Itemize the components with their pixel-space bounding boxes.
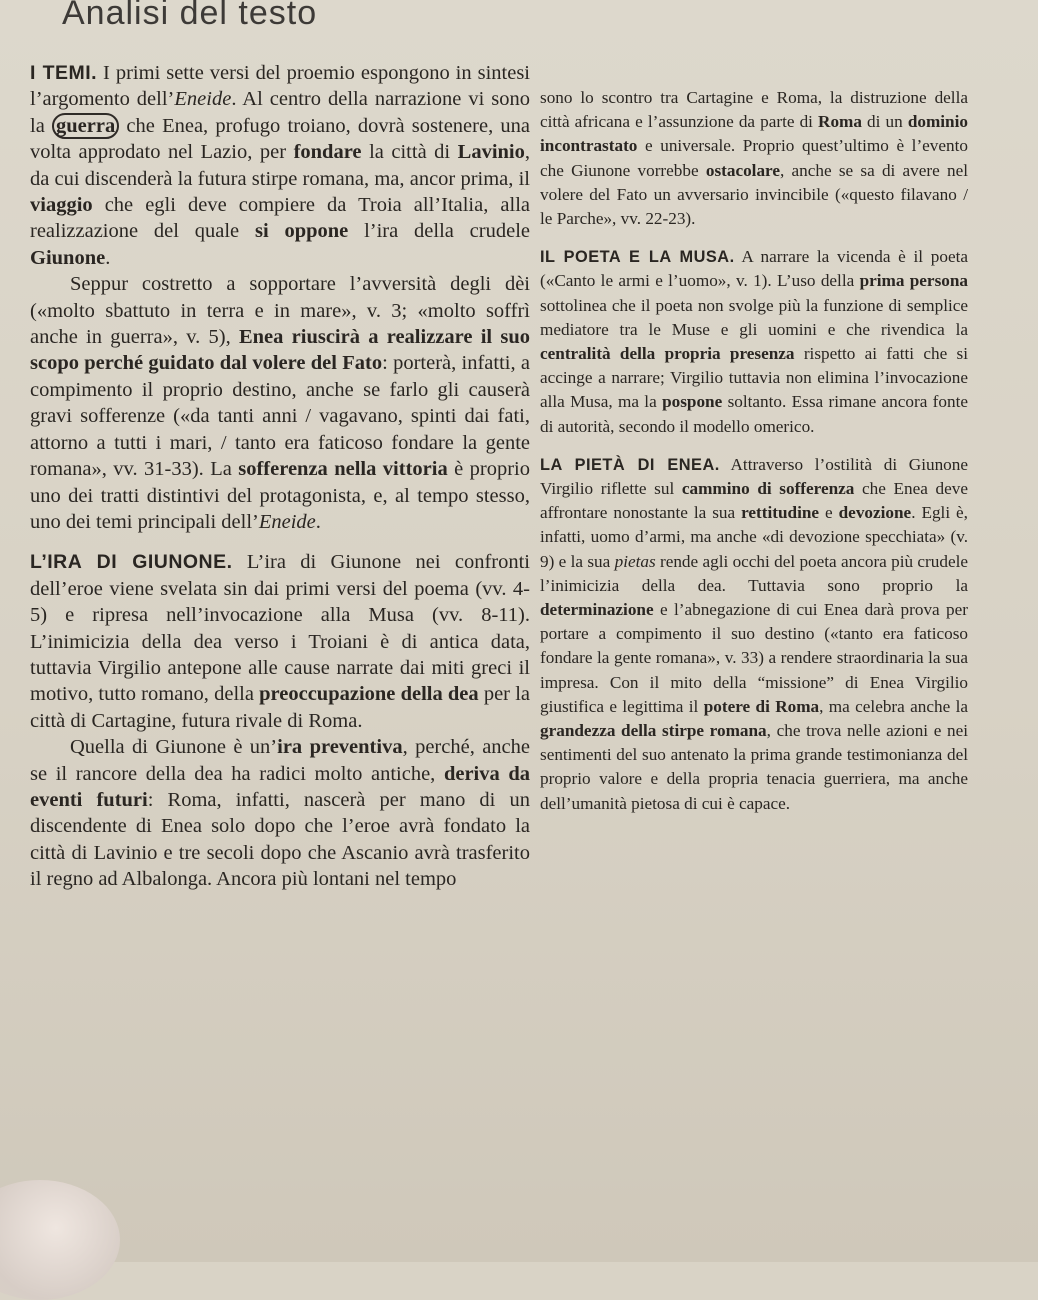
paragraph-continuation: sono lo scontro tra Cartagine e Roma, la distruzione della città africana e l’assunzione da parte di Roma di un dominio incontrastato e universale. Proprio quest’ultimo è l’evento che Giunone vorrebbe ostacolare, anche se sa di avere nel volere del Fato un avversario invincibile («questo filavano / le Parche», vv. 22-23).: [540, 88, 968, 229]
left-column: [30, 60, 530, 893]
circled-word: guerra: [52, 113, 119, 139]
paragraph-ira-2: Quella di Giunone è un’ira preventiva, perché, anche se il rancore della dea ha radici molto antiche, deriva da eventi futuri: Roma, infatti, nascerà per mano di un discendente di Enea solo dopo che l’eroe avrà fondato la città di Lavinio e tre secoli dopo che Ascanio avrà trasferito il regno ad Albalonga. Ancora più lontani nel tempo: [30, 736, 531, 891]
paragraph-poeta: IL POETA E LA MUSA. A narrare la vicenda è il poeta («Canto le armi e l’uomo», v. 1). L’uso della prima persona sottolinea che il poeta non svolge più la funzione di semplice mediatore tra le Muse e gli uomini e che rivendica la centralità della propria presenza rispetto ai fatti che si accinge a narrare; Virgilio tuttavia non elimina l’invocazione alla Musa, ma la pospone soltanto. Essa rimane ancora fonte di autorità, secondo il modello omerico.: [540, 247, 968, 436]
section-label-poeta: IL POETA E LA MUSA.: [540, 248, 735, 267]
section-label-temi: I TEMI.: [30, 62, 98, 84]
paragraph-ira: L’IRA DI GIUNONE. L’ira di Giunone nei confronti dell’eroe viene svelata sin dai primi versi del poema (vv. 4-5) e ripresa nell’invocazione alla Musa (vv. 8-11). L’inimicizia della dea verso i Troiani è di antica data, tuttavia Virgilio antepone alle cause narrate dai miti greci il motivo, tutto romano, della preoccupazione della dea per la città di Cartagine, futura rivale di Roma.: [30, 551, 530, 732]
paragraph-pieta: LA PIETÀ DI ENEA. Attraverso l’ostilità di Giunone Virgilio riflette sul cammino di sofferenza che Enea deve affrontare nonostante la sua rettitudine e devozione. Egli è, infatti, uomo d’armi, ma anche «di devozione specchiata» (v. 9) e la sua pietas rende agli occhi del poeta ancora più crudele l’inimicizia della dea. Tuttavia sono proprio la determinazione e l’abnegazione di cui Enea darà prova per portare a compimento il suo destino («tanto era faticoso fondare la gente romana», v. 33) a rendere straordinaria la sua impresa. Con il mito della “missione” di Enea Virgilio giustifica e legittima il potere di Roma, ma celebra anche la grandezza della stirpe romana, che trova nelle azioni e nei sentimenti del suo antenato la prima grande testimonianza del proprio valore e della propria tenacia guerriera, ma anche dell’umanità pietosa di cui è capace.: [540, 454, 969, 813]
section-label-pieta: LA PIETÀ DI ENEA.: [540, 455, 720, 474]
paragraph-temi: I TEMI. I primi sette versi del proemio espongono in sintesi l’argomento dell’Eneide. Al centro della narrazione vi sono la guerra che Enea, profugo troiano, dovrà sostenere, una volta approdato nel Lazio, per fondare la città di Lavinio, da cui discenderà la futura stirpe romana, ma, ancor prima, il viaggio che egli deve compiere da Troia all’Italia, alla realizzazione del quale si oppone l’ira della crudele Giunone.: [30, 62, 531, 269]
finger-shadow: [0, 1180, 120, 1300]
paragraph-temi-2: Seppur costretto a sopportare l’avversità degli dèi («molto sbattuto in terra e in mare», v. 3; «molto soffrì anche in guerra», v. 5), Enea riuscirà a realizzare il suo scopo perché guidato dal volere del Fato: porterà, infatti, a compimento il proprio destino, anche se farlo gli causerà gravi sofferenze («da tanti anni / vagavano, spinti dai fati, attorno a tutti i mari, / tanto era faticoso fondare la gente romana», vv. 31-33). La sofferenza nella vittoria è proprio uno dei tratti distintivi del protagonista, e, al tempo stesso, uno dei temi principali dell’Eneide.: [30, 273, 531, 533]
section-label-ira: L’IRA DI GIUNONE.: [30, 551, 233, 574]
page-title: Analisi del testo: [62, 0, 318, 32]
right-column: [540, 86, 968, 816]
